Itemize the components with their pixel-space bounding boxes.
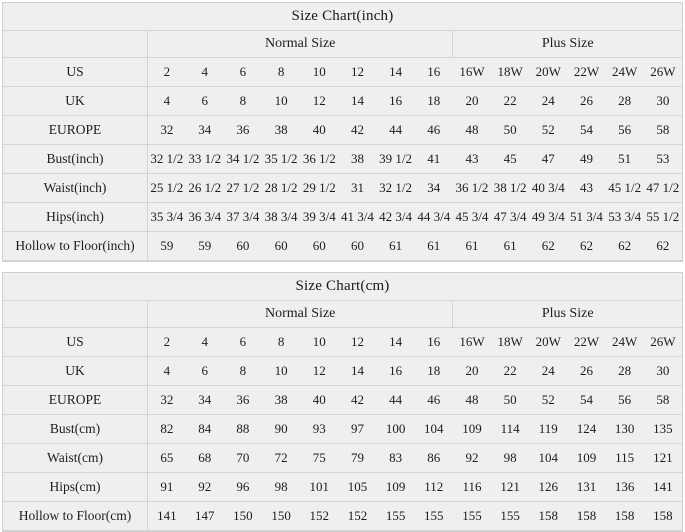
group-header-row: [3, 301, 682, 328]
table-cell: 8: [224, 357, 262, 386]
table-cell: 16W: [453, 328, 491, 357]
table-cell: 56: [606, 386, 644, 415]
table-cell: 18W: [491, 58, 529, 87]
table-cell: 10: [300, 328, 338, 357]
table-cell: 6: [224, 58, 262, 87]
table-cell: 131: [567, 473, 605, 502]
table-cell: 116: [453, 473, 491, 502]
table-cell: 45 3/4: [453, 203, 491, 232]
table-cell: 158: [606, 502, 644, 531]
table-cell: 61: [491, 232, 529, 261]
table-cell: 22W: [567, 58, 605, 87]
table-cell: 2: [148, 328, 186, 357]
table-cell: 34 1/2: [224, 145, 262, 174]
table-cell: 22W: [567, 328, 605, 357]
table-cell: 36: [224, 386, 262, 415]
table-cell: 26W: [644, 58, 682, 87]
table-cell: 104: [529, 444, 567, 473]
table-cell: 10: [262, 357, 300, 386]
table-cell: 44 3/4: [415, 203, 453, 232]
table-cell: 126: [529, 473, 567, 502]
table-cell: 42 3/4: [377, 203, 415, 232]
table-row: [3, 116, 682, 145]
table-cell: 62: [606, 232, 644, 261]
table-cell: 51 3/4: [567, 203, 605, 232]
table-cell: 41: [415, 145, 453, 174]
table-cell: 45 1/2: [606, 174, 644, 203]
table-row: [3, 357, 682, 386]
row-label: Hips(inch): [3, 203, 148, 232]
row-label: US: [3, 58, 148, 87]
table-cell: 54: [567, 116, 605, 145]
table-cell: 28: [606, 357, 644, 386]
table-cell: 16: [377, 87, 415, 116]
table-cell: 20: [453, 87, 491, 116]
table-cell: 55 1/2: [644, 203, 682, 232]
table-row: [3, 58, 682, 87]
table-cell: 60: [262, 232, 300, 261]
table-cell: 45: [491, 145, 529, 174]
table-cell: 20W: [529, 328, 567, 357]
table-cell: 24: [529, 87, 567, 116]
table-cell: 115: [606, 444, 644, 473]
table-cell: 2: [148, 58, 186, 87]
table-cell: 28: [606, 87, 644, 116]
table-cell: 109: [377, 473, 415, 502]
row-label: UK: [3, 87, 148, 116]
table-cell: 150: [224, 502, 262, 531]
table-row: [3, 502, 682, 531]
table-cell: 36 1/2: [300, 145, 338, 174]
table-row: [3, 203, 682, 232]
table-cell: 29 1/2: [300, 174, 338, 203]
table-cell: 22: [491, 357, 529, 386]
table-cell: 28 1/2: [262, 174, 300, 203]
table-cell: 60: [300, 232, 338, 261]
table-cell: 34: [186, 116, 224, 145]
table-cell: 52: [529, 386, 567, 415]
table-row: [3, 174, 682, 203]
table-cell: 26: [567, 357, 605, 386]
table-cell: 46: [415, 116, 453, 145]
table-cell: 96: [224, 473, 262, 502]
row-label: Hollow to Floor(cm): [3, 502, 148, 531]
table-cell: 12: [338, 328, 376, 357]
table-cell: 147: [186, 502, 224, 531]
table-cell: 34: [186, 386, 224, 415]
table-cell: 16: [415, 328, 453, 357]
table-row: [3, 386, 682, 415]
table-cell: 90: [262, 415, 300, 444]
row-label: Bust(cm): [3, 415, 148, 444]
table-cell: 32 1/2: [377, 174, 415, 203]
table-cell: 82: [148, 415, 186, 444]
table-cell: 49 3/4: [529, 203, 567, 232]
table-cell: 10: [300, 58, 338, 87]
table-cell: 155: [491, 502, 529, 531]
row-label: Hips(cm): [3, 473, 148, 502]
table-cell: 35 3/4: [148, 203, 186, 232]
table-cell: 12: [300, 87, 338, 116]
table-cell: 12: [300, 357, 338, 386]
table-cell: 42: [338, 116, 376, 145]
table-row: [3, 415, 682, 444]
group-header-plus: Plus Size: [453, 31, 682, 58]
size-table-cm-body: [3, 301, 682, 531]
table-cell: 12: [338, 58, 376, 87]
table-cell: 68: [186, 444, 224, 473]
table-cell: 6: [186, 357, 224, 386]
table-cell: 92: [453, 444, 491, 473]
row-label: Hollow to Floor(inch): [3, 232, 148, 261]
table-cell: 16: [377, 357, 415, 386]
table-cell: 93: [300, 415, 338, 444]
table-cell: 14: [338, 357, 376, 386]
size-table-inch: [3, 30, 682, 261]
size-chart-page: [0, 2, 685, 531]
table-cell: 136: [606, 473, 644, 502]
table-cell: 43: [453, 145, 491, 174]
table-cell: 26W: [644, 328, 682, 357]
row-label: US: [3, 328, 148, 357]
table-cell: 10: [262, 87, 300, 116]
table-cell: 155: [377, 502, 415, 531]
table-cell: 58: [644, 116, 682, 145]
table-cell: 14: [377, 58, 415, 87]
table-cell: 25 1/2: [148, 174, 186, 203]
table-cell: 52: [529, 116, 567, 145]
table-cell: 43: [567, 174, 605, 203]
table-cell: 24: [529, 357, 567, 386]
table-cell: 75: [300, 444, 338, 473]
table-cell: 4: [148, 87, 186, 116]
group-header-plus: Plus Size: [453, 301, 682, 328]
table-cell: 83: [377, 444, 415, 473]
table-cell: 101: [300, 473, 338, 502]
table-cell: 16W: [453, 58, 491, 87]
table-cell: 155: [415, 502, 453, 531]
table-cell: 26: [567, 87, 605, 116]
table-cell: 8: [224, 87, 262, 116]
row-label: EUROPE: [3, 386, 148, 415]
group-header-normal: Normal Size: [148, 31, 453, 58]
table-row: [3, 328, 682, 357]
table-cell: 32: [148, 116, 186, 145]
table-cell: 46: [415, 386, 453, 415]
size-chart-cm: [2, 272, 683, 532]
chart-title-inch: Size Chart(inch): [3, 3, 682, 30]
table-cell: 18: [415, 87, 453, 116]
row-label: Waist(inch): [3, 174, 148, 203]
table-cell: 37 3/4: [224, 203, 262, 232]
table-cell: 31: [338, 174, 376, 203]
table-cell: 38: [262, 386, 300, 415]
table-cell: 50: [491, 116, 529, 145]
row-label: Bust(inch): [3, 145, 148, 174]
table-cell: 97: [338, 415, 376, 444]
table-cell: 39 3/4: [300, 203, 338, 232]
table-cell: 24W: [606, 58, 644, 87]
table-cell: 32: [148, 386, 186, 415]
table-cell: 112: [415, 473, 453, 502]
table-cell: 53: [644, 145, 682, 174]
table-row: [3, 145, 682, 174]
table-cell: 124: [567, 415, 605, 444]
table-cell: 104: [415, 415, 453, 444]
table-cell: 24W: [606, 328, 644, 357]
table-cell: 51: [606, 145, 644, 174]
table-corner-cell: [3, 31, 148, 58]
table-cell: 36 1/2: [453, 174, 491, 203]
table-cell: 59: [148, 232, 186, 261]
table-cell: 44: [377, 386, 415, 415]
table-cell: 56: [606, 116, 644, 145]
table-cell: 4: [186, 58, 224, 87]
table-cell: 61: [377, 232, 415, 261]
table-cell: 105: [338, 473, 376, 502]
row-label: UK: [3, 357, 148, 386]
table-cell: 16: [415, 58, 453, 87]
size-table-cm: [3, 300, 682, 531]
table-cell: 40: [300, 386, 338, 415]
table-cell: 48: [453, 116, 491, 145]
table-cell: 8: [262, 58, 300, 87]
table-cell: 72: [262, 444, 300, 473]
table-cell: 38: [338, 145, 376, 174]
table-cell: 18W: [491, 328, 529, 357]
table-cell: 91: [148, 473, 186, 502]
table-cell: 38 1/2: [491, 174, 529, 203]
table-row: [3, 473, 682, 502]
table-cell: 27 1/2: [224, 174, 262, 203]
table-cell: 86: [415, 444, 453, 473]
table-cell: 26 1/2: [186, 174, 224, 203]
table-cell: 49: [567, 145, 605, 174]
table-cell: 53 3/4: [606, 203, 644, 232]
table-cell: 33 1/2: [186, 145, 224, 174]
table-cell: 130: [606, 415, 644, 444]
table-cell: 22: [491, 87, 529, 116]
row-label: Waist(cm): [3, 444, 148, 473]
table-cell: 141: [644, 473, 682, 502]
table-cell: 38: [262, 116, 300, 145]
table-cell: 119: [529, 415, 567, 444]
table-cell: 40 3/4: [529, 174, 567, 203]
table-cell: 36: [224, 116, 262, 145]
table-cell: 39 1/2: [377, 145, 415, 174]
table-cell: 109: [567, 444, 605, 473]
table-cell: 152: [300, 502, 338, 531]
table-cell: 61: [415, 232, 453, 261]
group-header-normal: Normal Size: [148, 301, 453, 328]
table-cell: 14: [338, 87, 376, 116]
table-cell: 48: [453, 386, 491, 415]
table-row: [3, 87, 682, 116]
table-cell: 61: [453, 232, 491, 261]
group-header-row: [3, 31, 682, 58]
table-cell: 44: [377, 116, 415, 145]
table-cell: 158: [567, 502, 605, 531]
table-cell: 58: [644, 386, 682, 415]
table-cell: 30: [644, 87, 682, 116]
table-cell: 50: [491, 386, 529, 415]
table-cell: 40: [300, 116, 338, 145]
table-cell: 4: [186, 328, 224, 357]
table-cell: 59: [186, 232, 224, 261]
table-cell: 141: [148, 502, 186, 531]
table-cell: 20: [453, 357, 491, 386]
table-cell: 158: [529, 502, 567, 531]
chart-divider: [0, 262, 685, 268]
table-cell: 98: [491, 444, 529, 473]
table-corner-cell: [3, 301, 148, 328]
table-cell: 47: [529, 145, 567, 174]
table-cell: 60: [338, 232, 376, 261]
table-cell: 79: [338, 444, 376, 473]
table-cell: 60: [224, 232, 262, 261]
size-table-inch-body: [3, 31, 682, 261]
table-cell: 121: [644, 444, 682, 473]
table-cell: 47 1/2: [644, 174, 682, 203]
table-cell: 121: [491, 473, 529, 502]
table-cell: 98: [262, 473, 300, 502]
table-cell: 150: [262, 502, 300, 531]
table-cell: 100: [377, 415, 415, 444]
table-cell: 32 1/2: [148, 145, 186, 174]
table-cell: 18: [415, 357, 453, 386]
table-cell: 6: [186, 87, 224, 116]
table-row: [3, 232, 682, 261]
chart-title-cm: Size Chart(cm): [3, 273, 682, 300]
table-cell: 36 3/4: [186, 203, 224, 232]
table-cell: 34: [415, 174, 453, 203]
table-cell: 109: [453, 415, 491, 444]
table-cell: 62: [529, 232, 567, 261]
table-cell: 38 3/4: [262, 203, 300, 232]
size-chart-inch: [2, 2, 683, 262]
table-cell: 155: [453, 502, 491, 531]
table-cell: 114: [491, 415, 529, 444]
table-cell: 62: [644, 232, 682, 261]
table-cell: 41 3/4: [338, 203, 376, 232]
table-cell: 158: [644, 502, 682, 531]
table-cell: 20W: [529, 58, 567, 87]
table-cell: 70: [224, 444, 262, 473]
row-label: EUROPE: [3, 116, 148, 145]
table-cell: 14: [377, 328, 415, 357]
table-cell: 35 1/2: [262, 145, 300, 174]
table-cell: 88: [224, 415, 262, 444]
table-cell: 30: [644, 357, 682, 386]
table-cell: 42: [338, 386, 376, 415]
table-cell: 135: [644, 415, 682, 444]
table-cell: 6: [224, 328, 262, 357]
table-cell: 47 3/4: [491, 203, 529, 232]
table-row: [3, 444, 682, 473]
table-cell: 54: [567, 386, 605, 415]
table-cell: 92: [186, 473, 224, 502]
table-cell: 8: [262, 328, 300, 357]
table-cell: 62: [567, 232, 605, 261]
table-cell: 84: [186, 415, 224, 444]
table-cell: 4: [148, 357, 186, 386]
table-cell: 152: [338, 502, 376, 531]
table-cell: 65: [148, 444, 186, 473]
